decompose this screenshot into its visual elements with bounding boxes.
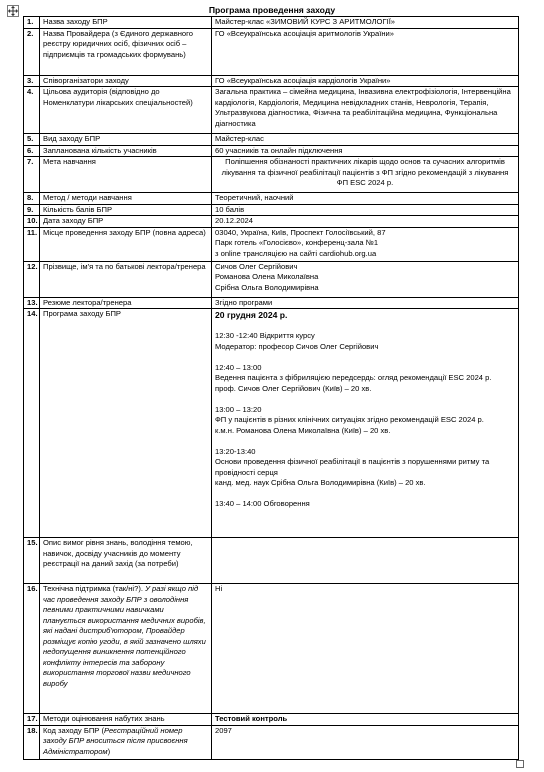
table-row [24, 714, 519, 726]
lecturer-name: Срібна Ольга Володимирівна [215, 282, 319, 292]
table-row [24, 725, 519, 759]
row-label-note: У разі якщо під час проведення заходу БПР з оволодіння певними практичними навичками планується використання медичних виробів, які надані дистриб'ютором, Провайдер розміщує копію угоди, в якій зазначено шляхи недопущення виникнення потенційного конфлікту інтересів та заборону використання торгової назви медичного виробу [43, 584, 206, 688]
row-number: 18. [24, 725, 40, 759]
table-row [24, 584, 519, 714]
row-number: 17. [24, 714, 40, 726]
lecturer-name: Сичов Олег Сергійович [215, 261, 298, 271]
row-label [40, 725, 212, 759]
table-row [24, 134, 519, 146]
row-label-end: ) [107, 746, 111, 756]
row-label-text: Код заходу БПР ( [43, 725, 104, 735]
lecturer-name: Романова Олена Миколаївна [215, 272, 319, 281]
table-row [24, 227, 519, 261]
row-value: Загальна практика – сімейна медицина, Інвазивна електрофізіологія, Інтервенційна кардіологія, Кардіологія, Медицина невідкладних станів, Неврологія, Терапія, Ультразвукова діагностика, Фізична та реабілітаційна медицина, Функціональна діагностика [212, 87, 519, 134]
table-row [24, 297, 519, 309]
row-label-note: Реєстраційний номер заходу БПР вноситься після присвоєння Адміністратором [43, 725, 188, 756]
row-number: 6. [24, 145, 40, 157]
row-number: 7. [24, 157, 40, 193]
table-row [24, 87, 519, 134]
schedule-detail: Модератор: професор Сичов Олег Сергійович [215, 341, 379, 351]
row-label: Мета навчання [40, 157, 212, 193]
page-title: Програма проведення заходу [208, 5, 336, 15]
row-label-text: Технічна підтримка (так/ні?). [43, 584, 146, 593]
schedule-speaker: проф. Сичов Олег Сергійович (Київ) – 20 хв. [215, 383, 372, 393]
table-row [24, 309, 519, 538]
row-number: 9. [24, 204, 40, 216]
row-value: Ні [212, 584, 519, 714]
row-number: 1. [24, 17, 40, 29]
row-number: 14. [24, 309, 40, 538]
schedule-topic: ФП у пацієнтів в різних клінічних ситуаціях згідно рекомендацій ESC 2024 р. [215, 415, 484, 424]
row-label: Дата заходу БПР [40, 216, 212, 228]
program-schedule [212, 309, 519, 538]
row-value: 2097 [212, 725, 519, 759]
row-number: 3. [24, 75, 40, 87]
row-number: 10. [24, 216, 40, 228]
table-row [24, 145, 519, 157]
row-number: 11. [24, 227, 40, 261]
row-label: Назва заходу БПР [40, 17, 212, 29]
row-label: Програма заходу БПР [40, 309, 212, 538]
row-value: 10 балів [212, 204, 519, 216]
table-row [24, 17, 519, 29]
venue-line: Парк готель «Голосієво», конференц-зала №1 [215, 238, 379, 247]
row-number: 2. [24, 28, 40, 75]
row-value: Згідно програми [212, 297, 519, 309]
table-row [24, 261, 519, 297]
schedule-time: 13:20-13:40 [215, 446, 256, 456]
row-value [212, 538, 519, 584]
row-label: Кількість балів БПР [40, 204, 212, 216]
row-value: Майстер-клас [212, 134, 519, 146]
schedule-speaker: канд. мед. наук Срібна Ольга Володимирівна (Київ) – 20 хв. [215, 478, 426, 487]
row-value: Теоретичний, наочний [212, 193, 519, 205]
row-value: Майстер-клас «ЗИМОВИЙ КУРС З АРИТМОЛОГІЇ» [212, 17, 519, 29]
table-row [24, 28, 519, 75]
program-date: 20 грудня 2024 р. [215, 310, 288, 320]
row-label: Вид заходу БПР [40, 134, 212, 146]
row-value: ГО «Всеукраїнська асоціація кардіологів України» [212, 75, 519, 87]
schedule-topic: Основи проведення фізичної реабілітації в пацієнтів з порушеннями ритму та провідності серця [215, 457, 490, 477]
row-label: Цільова аудиторія (відповідно до Номенклатури лікарських спеціальностей) [40, 87, 212, 134]
schedule-time: 13:40 – 14:00 Обговорення [215, 499, 310, 508]
row-label: Методи оцінювання набутих знань [40, 714, 212, 726]
row-label: Метод / методи навчання [40, 193, 212, 205]
row-label: Назва Провайдера (з Єдиного державного реєстру юридичних осіб, фізичних осіб – підприємців та громадських формувань) [40, 28, 212, 75]
row-label: Запланована кількість учасників [40, 145, 212, 157]
row-number: 4. [24, 87, 40, 134]
row-value: 60 учасників та онлайн підключення [212, 145, 519, 157]
table-row [24, 216, 519, 228]
schedule-speaker: к.м.н. Романова Олена Миколаївна (Київ) – 20 хв. [215, 425, 391, 435]
row-number: 12. [24, 261, 40, 297]
table-row [24, 75, 519, 87]
row-label: Резюме лектора/тренера [40, 297, 212, 309]
row-value [212, 227, 519, 261]
row-value: ГО «Всеукраїнська асоціація аритмологів України» [212, 28, 519, 75]
row-label: Співорганізатори заходу [40, 75, 212, 87]
row-number: 16. [24, 584, 40, 714]
table-row [24, 193, 519, 205]
row-label: Місце проведення заходу БПР (повна адреса) [40, 227, 212, 261]
row-value: 20.12.2024 [212, 216, 519, 228]
row-number: 13. [24, 297, 40, 309]
schedule-time: 12:30 -12:40 Відкриття курсу [215, 331, 315, 340]
row-number: 8. [24, 193, 40, 205]
schedule-time: 12:40 – 13:00 [215, 362, 262, 372]
table-row [24, 157, 519, 193]
table-row [24, 538, 519, 584]
row-label: Прізвище, ім'я та по батькові лектора/тренера [40, 261, 212, 297]
row-value: Тестовий контроль [212, 714, 519, 726]
row-label [40, 584, 212, 714]
schedule-topic: Ведення пацієнта з фібриляцією передсердь: огляд рекомендації ESC 2024 р. [215, 373, 492, 382]
address-line: 03040, Україна, Київ, Проспект Голосіївський, 87 [215, 227, 386, 237]
online-line: з online трансляцією на сайті cardiohub.org.ua [215, 248, 377, 258]
program-table [23, 16, 519, 760]
table-resize-handle[interactable] [516, 760, 524, 768]
schedule-time: 13:00 – 13:20 [215, 404, 262, 414]
table-row [24, 204, 519, 216]
row-value: Поліпшення обізнаності практичних лікарів щодо основ та сучасних алгоритмів лікування та фізичної реабілітації пацієнтів з ФП згідно рекомендацій з лікування ФП ESC 2024 р. [212, 157, 519, 193]
row-number: 15. [24, 538, 40, 584]
row-label: Опис вимог рівня знань, володіння темою, навичок, досвіду учасників до моменту реєстрації на даний захід (за потреби) [40, 538, 212, 584]
row-value [212, 261, 519, 297]
row-number: 5. [24, 134, 40, 146]
